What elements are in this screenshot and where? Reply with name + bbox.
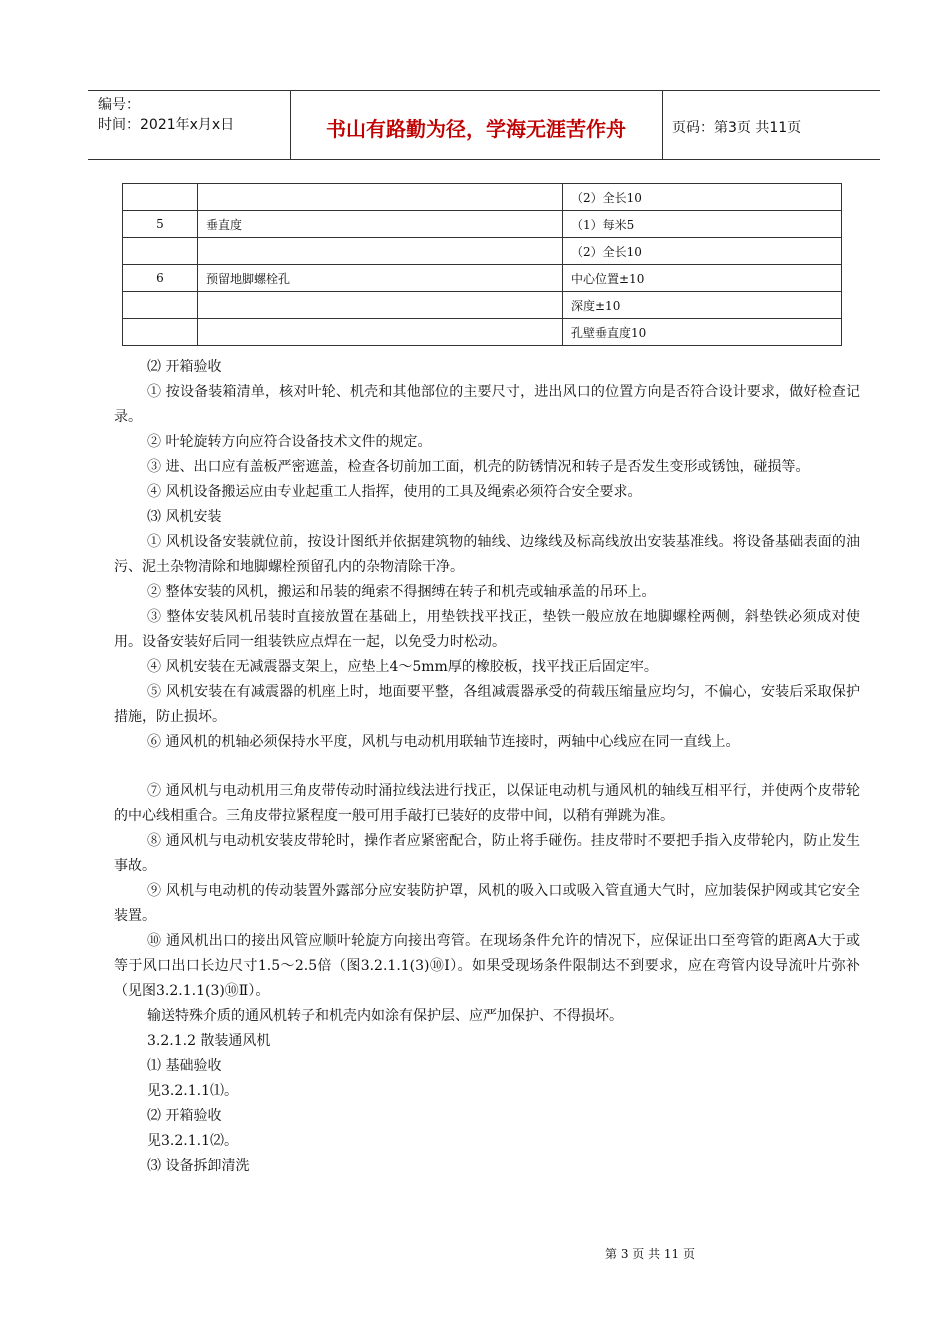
table-row (123, 292, 842, 319)
section-heading: ⑶ 风机安装 (147, 509, 222, 525)
section-heading: ⑵ 开箱验收 (147, 1108, 222, 1124)
table-cell-item: 垂直度 (198, 211, 563, 238)
header-meta (98, 95, 288, 135)
table-cell-no (123, 238, 198, 265)
table-cell-tolerance: （2）全长10 (563, 238, 842, 265)
paragraph: ⑨ 风机与电动机的传动装置外露部分应安装防护罩，风机的吸入口或吸入管直通大气时，应加装保护网或其它安全装置。 (114, 883, 860, 924)
header-motto: 书山有路勤为径，学海无涯苦作舟 (326, 117, 626, 141)
section-heading: ⑵ 开箱验收 (147, 359, 222, 375)
table-cell-item (198, 238, 563, 265)
table-cell-item: 预留地脚螺栓孔 (198, 265, 563, 292)
table-cell-tolerance: 孔壁垂直度10 (563, 319, 842, 346)
header-divider (662, 91, 663, 159)
section-heading: 3.2.1.2 散装通风机 (147, 1033, 271, 1049)
header-page-label: 页码：第3页 共11页 (672, 120, 802, 136)
table-row (123, 238, 842, 265)
table-cell-item (198, 292, 563, 319)
paragraph: ② 整体安装的风机，搬运和吊装的绳索不得捆缚在转子和机壳或轴承盖的吊环上。 (147, 584, 656, 600)
table-cell-no (123, 319, 198, 346)
table-cell-tolerance: （2）全长10 (563, 184, 842, 211)
number-label: 编号： (98, 97, 140, 113)
table-cell-tolerance: 中心位置±10 (563, 265, 842, 292)
paragraph: 见3.2.1.1⑵。 (147, 1133, 238, 1149)
table-cell-item (198, 319, 563, 346)
body-text (114, 355, 860, 1179)
paragraph: ⑥ 通风机的机轴必须保持水平度，风机与电动机用联轴节连接时，两轴中心线应在同一直线上。 (147, 734, 740, 750)
section-heading: ⑶ 设备拆卸清洗 (147, 1158, 250, 1174)
table-cell-tolerance: 深度±10 (563, 292, 842, 319)
table-cell-item (198, 184, 563, 211)
paragraph: 输送特殊介质的通风机转子和机壳内如涂有保护层、应严加保护、不得损坏。 (147, 1008, 623, 1024)
paragraph: ④ 风机安装在无减震器支架上，应垫上4～5mm厚的橡胶板，找平找正后固定牢。 (147, 659, 658, 675)
table-cell-tolerance: （1）每米5 (563, 211, 842, 238)
paragraph: 见3.2.1.1⑴。 (147, 1083, 238, 1099)
table-row (123, 265, 842, 292)
paragraph: ③ 进、出口应有盖板严密遮盖，检查各切前加工面，机壳的防锈情况和转子是否发生变形或锈蚀，碰损等。 (147, 459, 810, 475)
table-row (123, 319, 842, 346)
paragraph: ① 按设备装箱清单，核对叶轮、机壳和其他部位的主要尺寸，进出风口的位置方向是否符合设计要求，做好检查记录。 (114, 384, 860, 425)
paragraph: ⑦ 通风机与电动机用三角皮带传动时涌拉线法进行找正，以保证电动机与通风机的轴线互相平行，并使两个皮带轮的中心线相重合。三角皮带拉紧程度一般可用手敲打已装好的皮带中间，以稍有弹跳为准。 (114, 783, 860, 824)
page-footer: 第 3 页 共 11 页 (605, 1247, 695, 1261)
tolerance-table (122, 183, 842, 346)
paragraph: ⑧ 通风机与电动机安装皮带轮时，操作者应紧密配合，防止将手碰伤。挂皮带时不要把手指入皮带轮内，防止发生事故。 (114, 833, 860, 874)
paragraph: ① 风机设备安装就位前，按设计图纸并依据建筑物的轴线、边缘线及标高线放出安装基准线。将设备基础表面的油污、泥土杂物清除和地脚螺栓预留孔内的杂物清除干净。 (114, 534, 860, 575)
table-cell-no: 5 (123, 211, 198, 238)
table-row (123, 211, 842, 238)
section-heading: ⑴ 基础验收 (147, 1058, 222, 1074)
paragraph: ③ 整体安装风机吊装时直接放置在基础上，用垫铁找平找正，垫铁一般应放在地脚螺栓两侧，斜垫铁必须成对使用。设备安装好后同一组装铁应点焊在一起，以免受力时松动。 (114, 609, 860, 650)
table-row (123, 184, 842, 211)
table-cell-no: 6 (123, 265, 198, 292)
paragraph: ⑤ 风机安装在有减震器的机座上时，地面要平整，各组减震器承受的荷载压缩量应均匀，不偏心，安装后采取保护措施，防止损坏。 (114, 684, 860, 725)
page-header (88, 90, 880, 160)
paragraph: ④ 风机设备搬运应由专业起重工人指挥，使用的工具及绳索必须符合安全要求。 (147, 484, 642, 500)
time-label: 时间：2021年x月x日 (98, 117, 235, 133)
table-cell-no (123, 184, 198, 211)
paragraph: ② 叶轮旋转方向应符合设备技术文件的规定。 (147, 434, 432, 450)
paragraph: ⑩ 通风机出口的接出风管应顺叶轮旋方向接出弯管。在现场条件允许的情况下，应保证出口至弯管的距离A大于或等于风口出口长边尺寸1.5～2.5倍（图3.2.1.1(3)⑩Ⅰ）。如果受现场条件限制达不到要求，应在弯管内设导流叶片弥补（见图3.2.1.1(3)⑩Ⅱ）。 (114, 933, 860, 999)
table-cell-no (123, 292, 198, 319)
